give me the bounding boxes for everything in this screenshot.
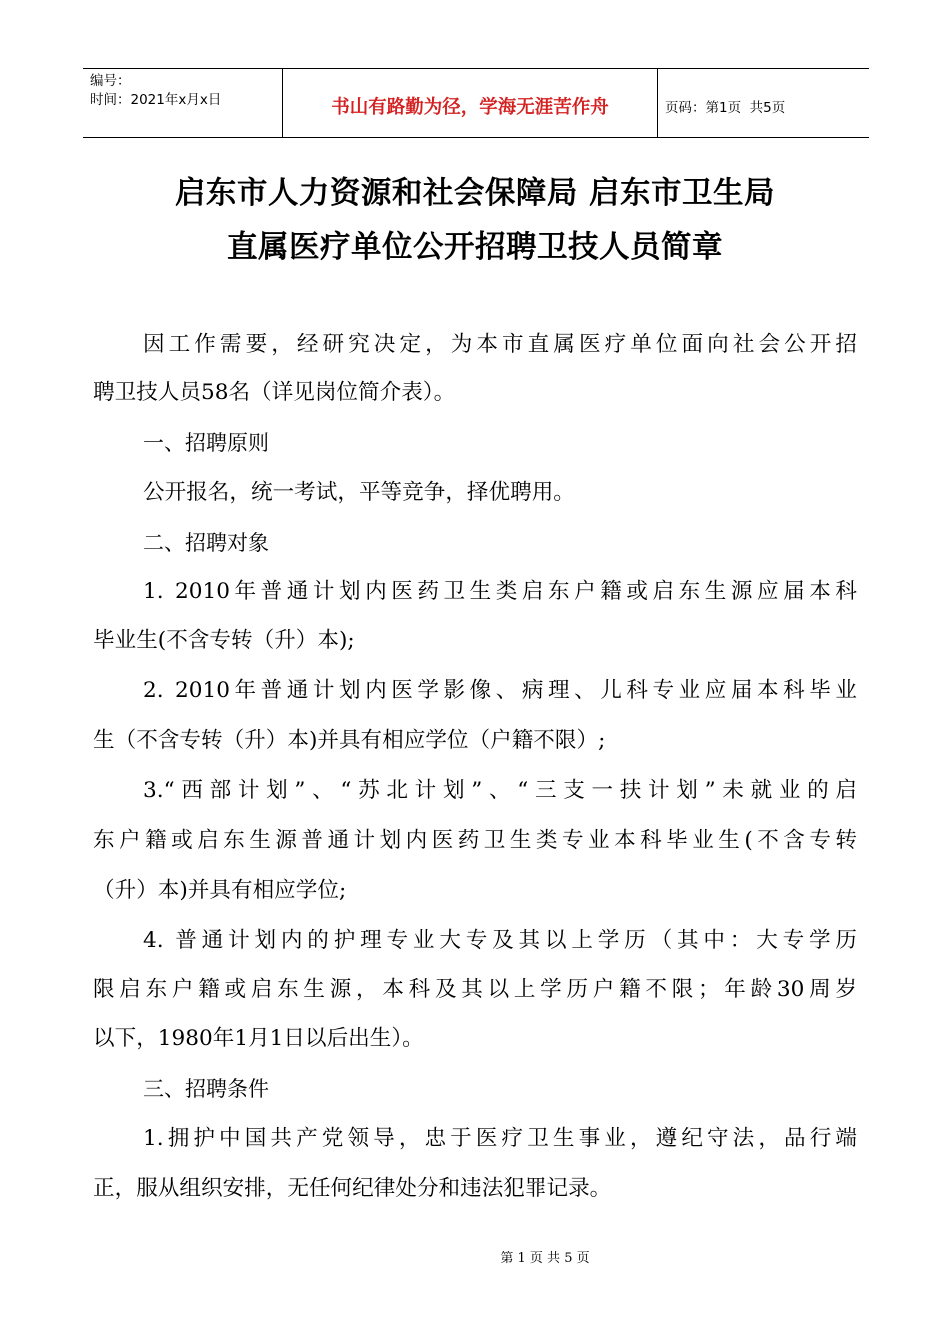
document-number-label: 编号： — [90, 73, 131, 89]
list-item-line: 1. 2010年普通计划内医药卫生类启东户籍或启东生源应届本科 — [143, 579, 857, 604]
section-heading: 三、招聘条件 — [143, 1077, 269, 1101]
section-heading: 二、招聘对象 — [143, 531, 269, 555]
paragraph-line: 公开报名，统一考试，平等竞争，择优聘用。 — [143, 480, 575, 505]
list-item-line: 2. 2010年普通计划内医学影像、病理、儿科专业应届本科毕业 — [143, 678, 857, 703]
header-meta-cell — [83, 69, 282, 137]
footer-page-number: 第 1 页 共 5 页 — [500, 1251, 590, 1266]
list-item-line: 限启东户籍或启东生源，本科及其以上学历户籍不限；年龄30周岁 — [93, 977, 857, 1002]
list-item-line: （升）本)并具有相应学位; — [93, 878, 347, 903]
list-item-line: 生（不含专转（升）本)并具有相应学位（户籍不限）; — [93, 728, 606, 753]
document-title-line-2: 直属医疗单位公开招聘卫技人员简章 — [227, 229, 723, 265]
header-page-info: 页码：第1页 共5页 — [665, 100, 786, 116]
list-item-line: 3.“西部计划”、“苏北计划”、“三支一扶计划”未就业的启 — [143, 778, 857, 803]
list-item-line: 以下，1980年1月1日以后出生）。 — [93, 1026, 424, 1051]
page-footer — [0, 1247, 950, 1266]
list-item-line: 4. 普通计划内的护理专业大专及其以上学历（其中：大专学历 — [143, 928, 857, 953]
header-page-cell — [658, 69, 869, 137]
paragraph-line: 因工作需要，经研究决定，为本市直属医疗单位面向社会公开招 — [143, 332, 857, 357]
document-header — [83, 68, 869, 138]
paragraph-line: 1.拥护中国共产党领导，忠于医疗卫生事业，遵纪守法，品行端 — [143, 1126, 857, 1151]
header-motto-cell — [282, 69, 658, 137]
list-item-line: 毕业生(不含专转（升）本); — [93, 628, 355, 653]
section-heading: 一、招聘原则 — [143, 431, 269, 455]
document-time-label: 时间：2021年x月x日 — [90, 92, 222, 108]
paragraph-line: 聘卫技人员58名（详见岗位简介表）。 — [93, 380, 456, 405]
paragraph-line: 正，服从组织安排，无任何纪律处分和违法犯罪记录。 — [93, 1176, 612, 1201]
document-title-line-1: 启东市人力资源和社会保障局 启东市卫生局 — [174, 175, 776, 211]
list-item-line: 东户籍或启东生源普通计划内医药卫生类专业本科毕业生(不含专转 — [93, 828, 857, 853]
header-motto: 书山有路勤为径，学海无涯苦作舟 — [331, 97, 609, 118]
